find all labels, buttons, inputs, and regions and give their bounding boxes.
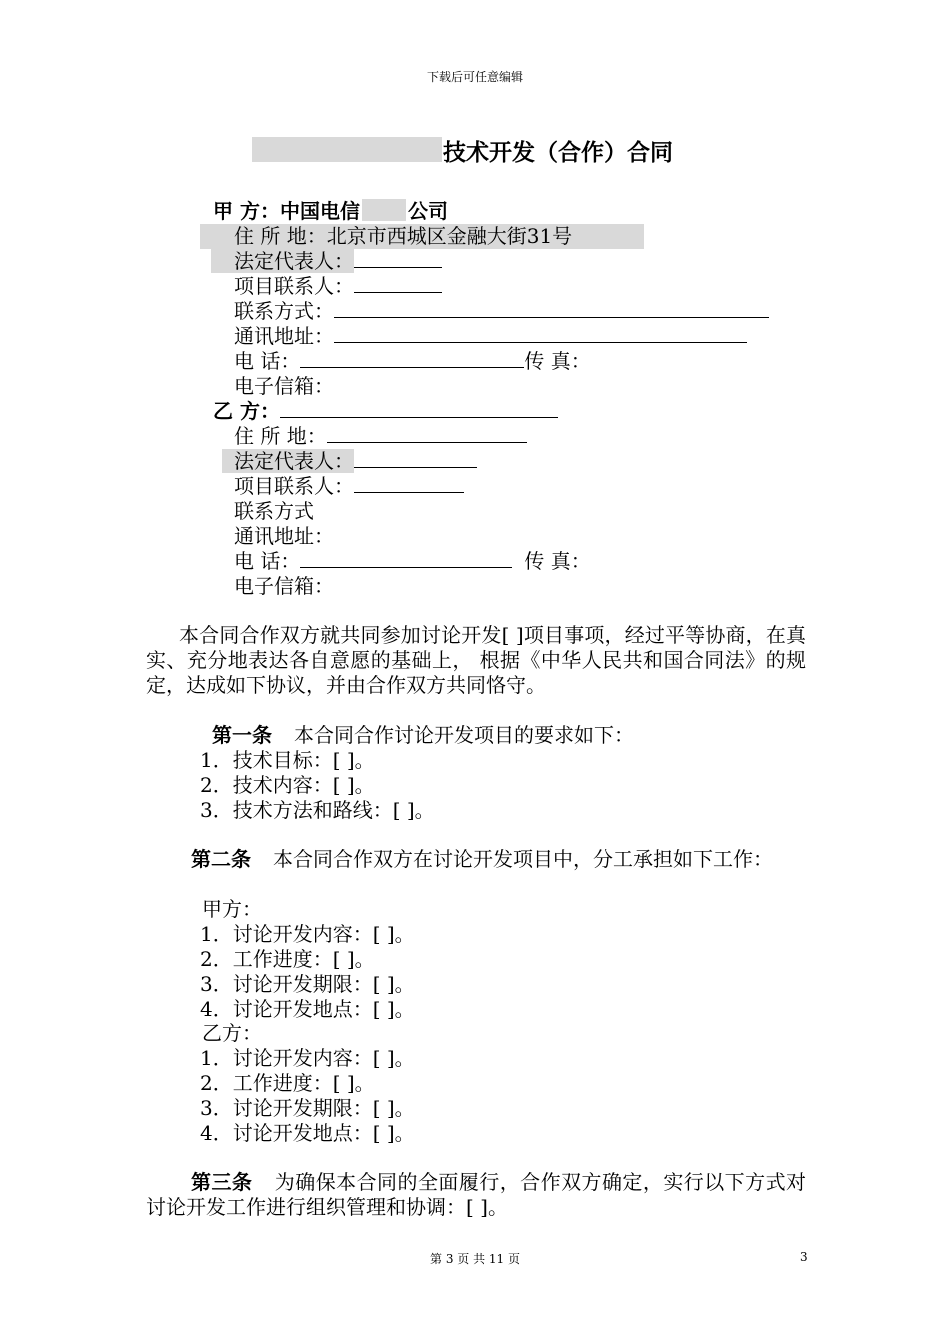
party-b-address: 住 所 地： [234,424,527,449]
party-a-phone-blank [300,349,524,368]
party-a-contact-person-blank [354,274,442,293]
party-a-address: 住 所 地：北京市西城区金融大街31号 [200,224,644,249]
article-3-heading: 第三条 [191,1170,253,1194]
party-a-contact-method-blank [334,299,769,318]
party-b-contact-person-blank [354,474,464,493]
title-shaded-blank [252,137,442,162]
party-a-contact-method: 联系方式： [234,299,769,324]
page-header: 下载后可任意编辑 [426,70,523,84]
article-1-heading-line [212,723,634,748]
article-1-item: 2．技术内容：[ ]。 [200,773,375,797]
article-2-party-b-label: 乙方： [202,1021,262,1045]
article-1-text: 本合同合作讨论开发项目的要求如下： [294,723,634,747]
party-a-mail-address-blank [334,324,747,343]
article-3-text: 为确保本合同的全面履行，合作双方确定，实行以下方式对讨论开发工作进行组织管理和协调：[ ]。 [146,1170,807,1219]
article-2-party-a-item: 4．讨论开发地点：[ ]。 [200,997,415,1021]
article-2-text: 本合同合作双方在讨论开发项目中，分工承担如下工作： [273,847,773,871]
party-a-email: 电子信箱： [234,374,334,398]
article-1-item: 3．技术方法和路线：[ ]。 [200,798,435,822]
party-b-name-blank [280,399,558,418]
article-2-party-b-item: 3．讨论开发期限：[ ]。 [200,1096,415,1120]
party-b-label: 乙 方： [213,399,558,424]
party-a-label: 甲 方：中国电信 公司 [213,199,448,223]
party-a-mail-address: 通讯地址： [234,324,747,349]
party-b-address-blank [327,424,527,443]
party-b-contact-method: 联系方式 [234,499,314,523]
article-2-party-b-item: 2．工作进度：[ ]。 [200,1071,375,1095]
party-a-phone: 电 话： 传 真： [234,349,591,373]
document-title: 技术开发（合作）合同 [443,139,673,166]
article-2-party-a-item: 1．讨论开发内容：[ ]。 [200,922,415,946]
party-a-legal-rep: 法定代表人： [211,249,442,274]
page-count: 第 3 页 共 11 页 [430,1252,520,1266]
article-1-heading: 第一条 [212,723,272,747]
article-2-heading: 第二条 [191,847,251,871]
article-2-party-a-item: 2．工作进度：[ ]。 [200,947,375,971]
page-number: 3 [800,1250,808,1264]
party-a-blank [362,199,406,221]
article-2-party-b-item: 4．讨论开发地点：[ ]。 [200,1121,415,1145]
article-3-paragraph [146,1170,806,1220]
party-b-phone-blank [300,549,512,568]
article-2-paragraph [146,847,806,872]
party-b-mail-address: 通讯地址： [234,524,334,548]
party-b-contact-person: 项目联系人： [234,474,464,499]
party-b-phone: 电 话： 传 真： [234,549,591,573]
party-b-email: 电子信箱： [234,574,334,598]
party-b-legal-rep-blank [354,449,477,468]
party-a-contact-person: 项目联系人： [234,274,442,299]
article-1-item: 1．技术目标：[ ]。 [200,748,375,772]
article-2-party-b-item: 1．讨论开发内容：[ ]。 [200,1046,415,1070]
party-a-legal-rep-blank [354,249,442,268]
article-2-party-a-item: 3．讨论开发期限：[ ]。 [200,972,415,996]
article-2-party-a-label: 甲方： [202,897,262,921]
preamble-paragraph: 本合同合作双方就共同参加讨论开发[ ]项目事项，经过平等协商，在真实、充分地表达各自意愿的基础上， 根据《中华人民共和国合同法》的规定，达成如下协议，并由合作双方共同恪守。 [146,623,806,697]
party-b-legal-rep: 法定代表人： [222,449,477,474]
